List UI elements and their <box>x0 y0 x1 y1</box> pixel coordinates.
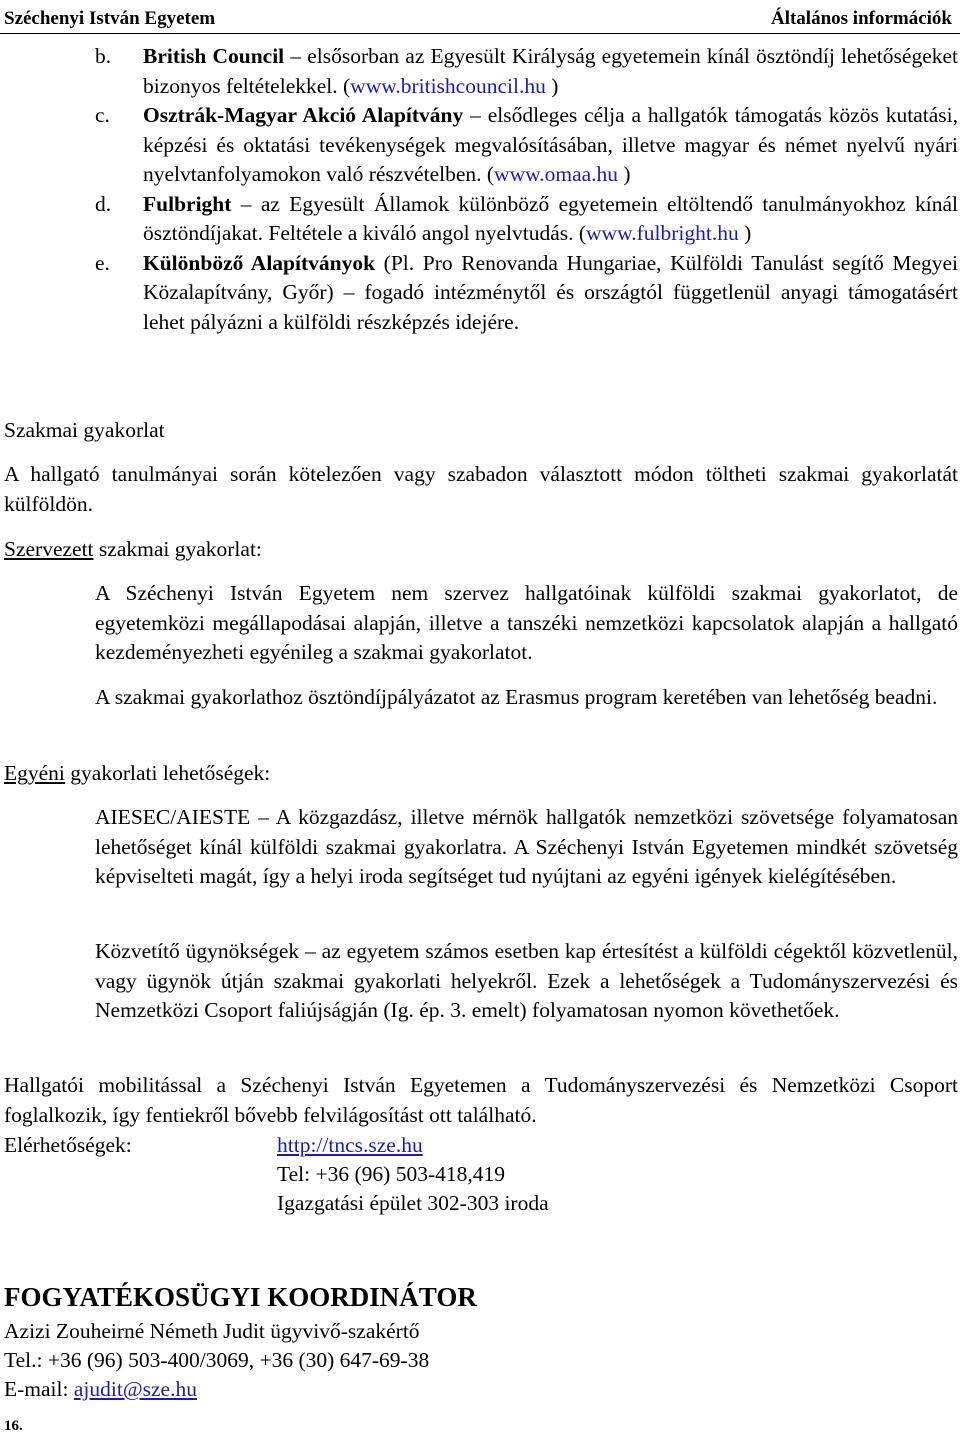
organized-paragraph-1: A Széchenyi István Egyetem nem szervez hallgatóinak külföldi szakmai gyakorlatot, de egyetemközi megállapodásai alapján, illetve a tanszéki nemzetközi kapcsolatok alapján a hallgató kezdeményezheti egyénileg a szakmai gyakorlatot. <box>95 581 958 664</box>
coordinator-title: FOGYATÉKOSÜGYI KOORDINÁTOR <box>4 1282 477 1312</box>
list-link[interactable]: www.fulbright.hu <box>586 221 739 245</box>
scholarship-list <box>0 42 960 337</box>
list-title: Osztrák-Magyar Akció Alapítvány <box>143 103 464 127</box>
list-item: e. Különböző Alapítványok (Pl. Pro Renovanda Hungariae, Külföldi Tanulást segítő Megyei Közalapítvány, Győr) – fogadó intézménytől és országtól függetlenül anyagi támogatásért lehet pályázni a külföldi részképzés idejére. <box>95 250 959 334</box>
list-label: b. <box>95 44 112 68</box>
list-item: b. British Council – elsősorban az Egyesült Királyság egyetemein kínál ösztöndíj lehetőségeket bizonyos feltételekkel. (www.britishcouncil.hu ) <box>95 44 959 98</box>
list-link[interactable]: www.omaa.hu <box>494 162 619 186</box>
intro-paragraph: A hallgató tanulmányai során kötelezően vagy szabadon választott módon töltheti szakmai gyakorlatát külföldön. <box>4 462 958 516</box>
header-left: Széchenyi István Egyetem <box>4 8 216 29</box>
list-item: d. Fulbright – az Egyesült Államok különböző egyetemein eltöltendő tanulmányokhoz kínál ösztöndíjakat. Feltétele a kiváló angol nyelvtudás. (www.fulbright.hu ) <box>95 191 958 245</box>
header-right: Általános információk <box>770 8 952 29</box>
closing-paragraph: Hallgatói mobilitással a Széchenyi István Egyetemen a Tudományszervezési és Nemzetközi Csoport foglalkozik, így fentiekről bővebb felvilágosítást ott található. <box>4 1073 958 1127</box>
list-title: Különböző Alapítványok <box>143 250 376 275</box>
list-item: c. Osztrák-Magyar Akció Alapítvány – elsődleges célja a hallgatók támogatás közös kutatási, képzési és oktatási tevékenységek megvalósításában, illetve magyar és német nyelvű nyári nyelvtanfolyamokon való részvételben. (www.omaa.hu ) <box>95 103 958 186</box>
contact-tel: Tel: +36 (96) 503-418,419 <box>277 1162 505 1186</box>
section-title: Szakmai gyakorlat <box>4 418 165 442</box>
contact-label: Elérhetőségek: <box>4 1133 132 1157</box>
page-number: 16. <box>4 1418 23 1434</box>
organized-label: Szervezett szakmai gyakorlat: <box>4 537 262 561</box>
list-title: Fulbright <box>143 191 232 216</box>
coordinator-email-line: E-mail: ajudit@sze.hu <box>4 1377 197 1401</box>
individual-paragraph-1: AIESEC/AIESTE – A közgazdász, illetve mérnök hallgatók nemzetközi szövetsége folyamatosan lehetőséget kínál külföldi szakmai gyakorlatra. A Széchenyi István Egyetemen mindkét szövetség képviselteti magát, így a helyi iroda segítséget tud nyújtani az egyéni igények kielégítésében. <box>95 805 958 888</box>
list-label: d. <box>95 191 112 216</box>
coordinator-email[interactable]: ajudit@sze.hu <box>73 1377 197 1401</box>
list-label: e. <box>95 250 110 275</box>
list-title: British Council <box>143 44 285 68</box>
coordinator-tel: Tel.: +36 (96) 503-400/3069, +36 (30) 647-69-38 <box>4 1348 430 1372</box>
contact-office: Igazgatási épület 302-303 iroda <box>277 1191 549 1215</box>
individual-label: Egyéni gyakorlati lehetőségek: <box>4 761 271 785</box>
list-link[interactable]: www.britishcouncil.hu <box>350 73 546 98</box>
organized-paragraph-2: A szakmai gyakorlathoz ösztöndíjpályázatot az Erasmus program keretében van lehetőség beadni. <box>95 685 938 709</box>
coordinator-name: Azizi Zouheirné Németh Judit ügyvivő-szakértő <box>4 1319 420 1343</box>
header-rule <box>0 33 960 34</box>
individual-paragraph-2: Közvetítő ügynökségek – az egyetem számos esetben kap értesítést a külföldi cégektől közvetlenül, vagy ügynök útján szakmai gyakorlati helyekről. Ezek a lehetőségek a Tudományszervezési és Nemzetközi Csoport faliújságján (Ig. ép. 3. emelt) folyamatosan nyomon követhetőek. <box>95 939 958 1022</box>
list-label: c. <box>95 103 110 127</box>
contact-url[interactable]: http://tncs.sze.hu <box>277 1133 423 1157</box>
